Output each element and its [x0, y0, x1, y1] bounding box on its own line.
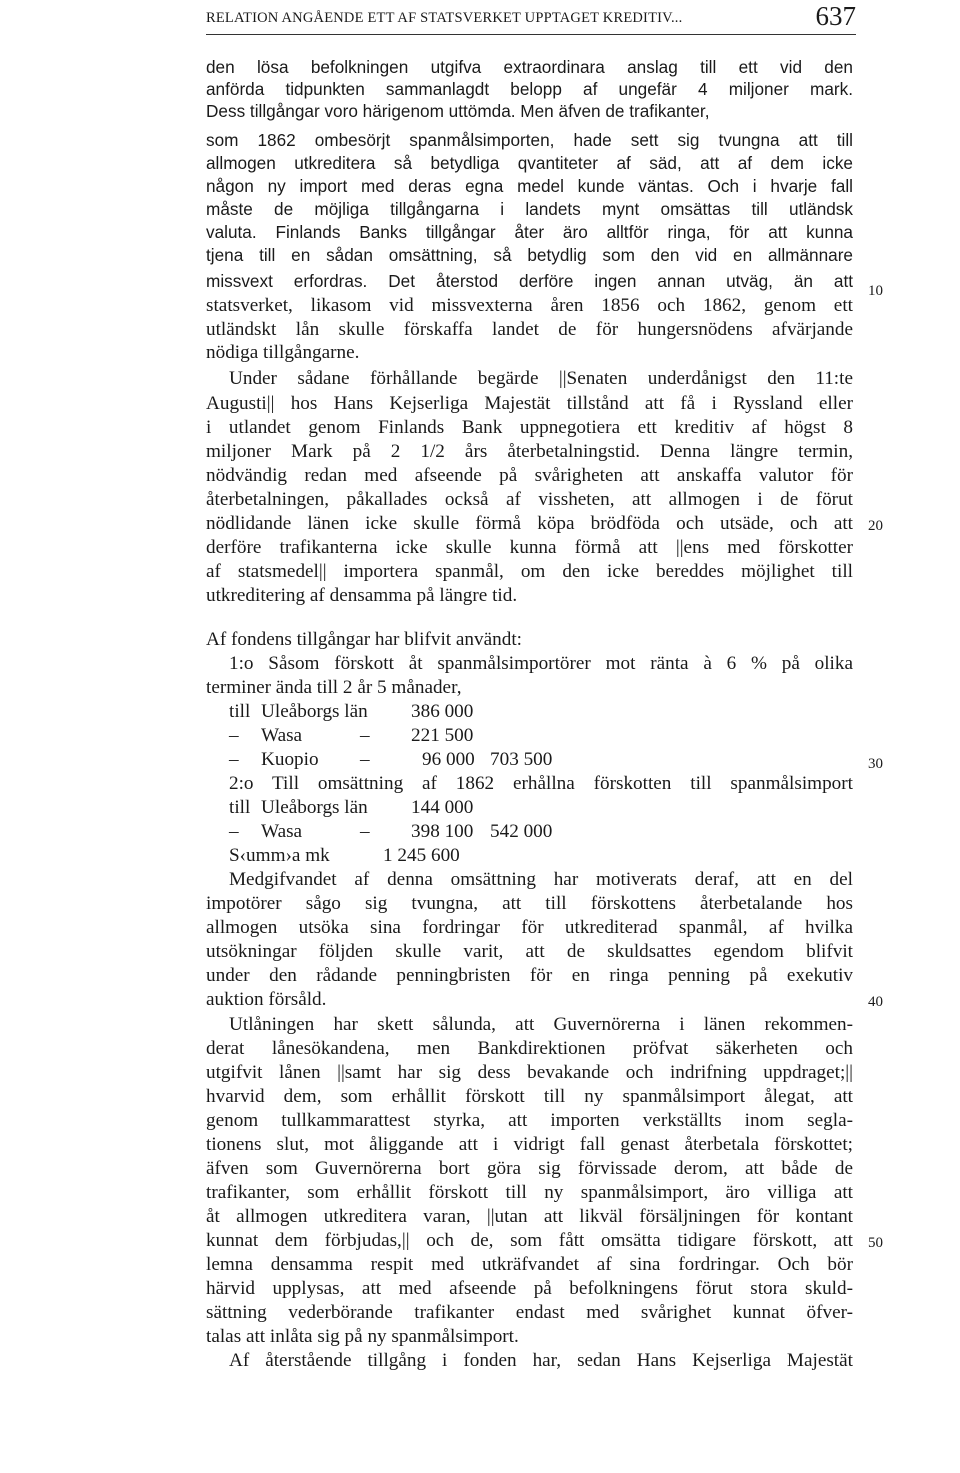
- text-line: impotörer sågo sig tvungna, att till förskottens återbetalande hos: [206, 893, 853, 914]
- row-place: Uleåborgs län: [261, 797, 368, 818]
- text-line: som 1862 ombesörjt spanmålsimporten, hade sett sig tvungna att till: [206, 130, 853, 150]
- text-line: utkreditering af densamma på längre tid.: [206, 585, 518, 606]
- text-line: missvext erfordras. Det återstod derföre ingen annan utväg, än att: [206, 271, 853, 291]
- row-prefix: –: [229, 821, 239, 842]
- text-line: nödlidande länen icke skulle förmå köpa brödföda och utsäde, och att: [206, 513, 853, 534]
- text-line: utgifvit lånen ||samt har sig dess bevakande och indrifning uppdraget;||: [206, 1062, 853, 1083]
- sum-label: S‹umm›a mk: [229, 845, 330, 866]
- text-line: tjena till en sådan omsättning, så betydlig som den vid en allmännare: [206, 245, 853, 265]
- row-prefix: –: [229, 749, 239, 770]
- text-line: hvarvid dem, som erhållit förskott till ny spanmålsimport ålegat, att: [206, 1086, 853, 1107]
- text-line: nödiga tillgångarne.: [206, 342, 360, 363]
- text-line: Augusti|| hos Hans Kejserliga Majestät tillstånd att få i Ryssland eller: [206, 393, 853, 414]
- row-amount: 221 500: [411, 725, 474, 746]
- row-place: Kuopio: [261, 749, 319, 770]
- text-line: anförda tidpunkten sammanlagdt belopp af ungefär 4 miljoner mark.: [206, 79, 853, 99]
- text-line: tionens slut, mot åliggande att i vidrigt fall genast återbetala förskottet;: [206, 1134, 853, 1155]
- text-line: Dess tillgångar voro härigenom uttömda. Men äfven de trafikanter,: [206, 101, 710, 121]
- text-line: äfven som Guvernörerna bort göra sig förvissade derom, att både de: [206, 1158, 853, 1179]
- text-line: trafikanter, som erhållit förskott till ny spanmålsimport, äro villiga att: [206, 1182, 853, 1203]
- line-number: 40: [868, 994, 883, 1010]
- text-line: Af återstående tillgång i fonden har, sedan Hans Kejserliga Majestät: [229, 1350, 853, 1371]
- row-subtotal: 703 500: [490, 749, 553, 770]
- text-line: utländskt lån skulle förskaffa landet de för hungersnödens afvärjande: [206, 319, 853, 340]
- page-number: 637: [815, 1, 856, 31]
- row-dash: –: [360, 725, 370, 746]
- row-prefix: –: [229, 725, 239, 746]
- text-line: Medgifvandet af denna omsättning har motiverats deraf, att en del: [229, 869, 853, 890]
- text-line: derat lånesökandena, men Bankdirektionen pröfvat säkerheten och: [206, 1038, 853, 1059]
- text-line: miljoner Mark på 2 1/2 års återbetalningstid. Denna längre termin,: [206, 441, 853, 462]
- text-line: i utlandet genom Finlands Bank uppnegotiera ett kreditiv af högst 8: [206, 417, 853, 438]
- text-line: 1:o Såsom förskott åt spanmålsimportörer mot ränta à 6 % på olika: [229, 653, 853, 674]
- text-line: under den rådande penningbristen för en ringa penning på exekutiv: [206, 965, 853, 986]
- row-amount: 386 000: [411, 701, 474, 722]
- text-line: måste de möjliga tillgångarna i landets mynt omsättas till utländsk: [206, 199, 853, 219]
- text-line: härvid upplysas, att med afseende på befolkningens förut stora skuld-: [206, 1278, 853, 1299]
- text-line: utsökningar följden skulle varit, att de skuldsattes egendom blifvit: [206, 941, 853, 962]
- text-line: auktion försåld.: [206, 989, 327, 1010]
- line-number: 50: [868, 1235, 883, 1251]
- line-number: 30: [868, 756, 883, 772]
- text-line: lemna densamma respit med utkräfvandet af sina fordringar. Och bör: [206, 1254, 853, 1275]
- text-line: Under sådane förhållande begärde ||Senaten underdånigst den 11:te: [229, 368, 853, 389]
- running-header: [206, 0, 856, 42]
- row-amount: 398 100: [411, 821, 474, 842]
- text-line: 2:o Till omsättning af 1862 erhållna förskotten till spanmålsimport: [229, 773, 853, 794]
- text-line: allmogen utsöka sina fordringar för utkrediterad spanmål, af hvilka: [206, 917, 853, 938]
- text-line: allmogen utkreditera så betydliga qvantiteter af säd, att af dem icke: [206, 153, 853, 173]
- row-place: Uleåborgs län: [261, 701, 368, 722]
- sum-total: 1 245 600: [383, 845, 460, 866]
- text-line: Af fondens tillgångar har blifvit användt:: [206, 629, 522, 650]
- row-place: Wasa: [261, 821, 303, 842]
- text-line: derföre trafikanterna icke skulle kunna förmå att ||ens med förskotter: [206, 537, 853, 558]
- text-line: af statsmedel|| importera spanmål, om den icke bereddes möjlighet till: [206, 561, 853, 582]
- text-line: återbetalningen, påkallades också af vissheten, att allmogen i de förut: [206, 489, 853, 510]
- text-line: åt allmogen utkreditera varan, ||utan att likväl försäljningen för kontant: [206, 1206, 853, 1227]
- text-line: nödvändig redan med afseende på svårigheten att anskaffa valutor för: [206, 465, 853, 486]
- text-line: statsverket, likasom vid missvexterna åren 1856 och 1862, genom ett: [206, 295, 853, 316]
- row-dash: –: [360, 749, 370, 770]
- text-line: den lösa befolkningen utgifva extraordinara anslag till ett vid den: [206, 57, 853, 77]
- row-dash: –: [360, 821, 370, 842]
- row-amount: 144 000: [411, 797, 474, 818]
- row-amount: 96 000: [422, 749, 475, 770]
- text-line: talas att inlåta sig på ny spanmålsimport.: [206, 1326, 519, 1347]
- text-line: Utlåningen har skett sålunda, att Guvernörerna i länen rekommen-: [229, 1014, 853, 1035]
- header-rule: [206, 34, 856, 35]
- running-head-title: RELATION ANGÅENDE ETT AF STATSVERKET UPPTAGET KREDITIV...: [206, 10, 683, 26]
- text-line: genom tullkammarattest styrka, att importen verkställts inom segla-: [206, 1110, 853, 1131]
- text-line: någon ny import med deras egna medel kunde väntas. Och i hvarje fall: [206, 176, 853, 196]
- line-number: 20: [868, 518, 883, 534]
- line-number: 10: [868, 283, 883, 299]
- row-subtotal: 542 000: [490, 821, 553, 842]
- row-place: Wasa: [261, 725, 303, 746]
- row-prefix: till: [229, 797, 251, 818]
- text-line: sättning vederbörande trafikanter endast med svårighet kunnat öfver-: [206, 1302, 853, 1323]
- row-prefix: till: [229, 701, 251, 722]
- text-line: terminer ända till 2 år 5 månader,: [206, 677, 462, 698]
- text-line: valuta. Finlands Banks tillgångar åter äro alltför ringa, för att kunna: [206, 222, 853, 242]
- text-line: kunnat dem förbjudas,|| och de, som fått omsätta tidigare förskott, att: [206, 1230, 853, 1251]
